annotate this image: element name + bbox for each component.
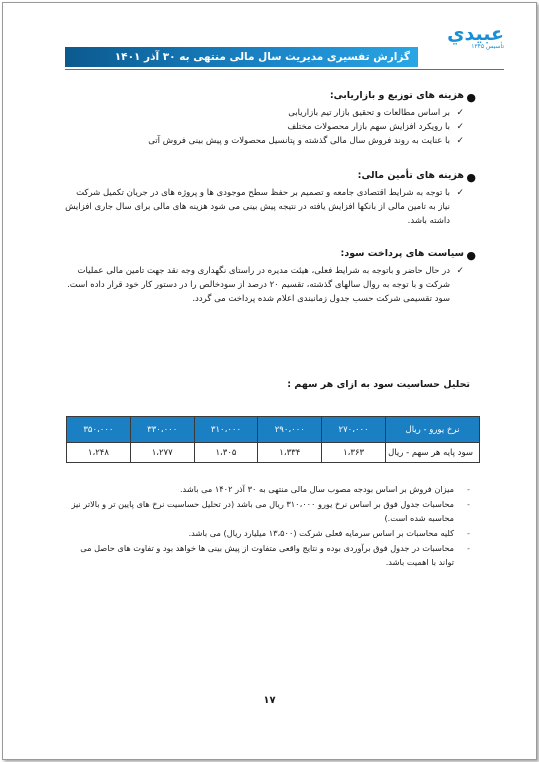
checkmark-icon: ✓ xyxy=(456,136,464,146)
table-header-cell: ۲۹۰،۰۰۰ xyxy=(258,417,322,443)
table-row-label: سود پایه هر سهم - ریال xyxy=(385,443,479,463)
note-item: - میزان فروش بر اساس بودجه مصوب سال مالی منتهی به ۳۰ آذر ۱۴۰۲ می باشد. xyxy=(179,484,470,494)
section-title: هزینه های تأمین مالی: xyxy=(357,170,464,181)
title-underline xyxy=(65,69,504,70)
table-cell: ۱،۳۳۴ xyxy=(258,443,322,463)
report-title: گزارش تفسیری مدیریت سال مالی منتهی به ۳۰ آذر ۱۴۰۱ xyxy=(114,51,410,63)
table-cell: ۱،۲۴۸ xyxy=(67,443,131,463)
list-item: ✓ با توجه به شرایط اقتصادی جامعه و تصمیم بر حفظ سطح موجودی ها و پروژه های در جریان تکمیل شرکت نیاز به تامین مالی از بانکها افزایش یافته در نتیجه پیش بینی می شود هزینه های مالی برای سال جاری افزایش داشته باشد. xyxy=(65,188,464,226)
note-item: - محاسبات در جدول فوق برآوردی بوده و نتایج واقعی متفاوت از پیش بینی ها خواهد بود و تفاوت های حاصل می تواند با اهمیت باشد. xyxy=(80,543,470,567)
table-header-row xyxy=(67,417,480,443)
note-item: - محاسبات جدول فوق بر اساس نرخ یورو ۳۱۰،۰۰۰ ریال می باشد (در تحلیل حساسیت نرخ های پایین تر و بالاتر نیز محاسبه شده است.) xyxy=(71,499,470,523)
checkmark-icon: ✓ xyxy=(456,188,464,198)
sensitivity-table xyxy=(66,416,480,463)
section-title: هزینه های توزیع و بازاریابی: xyxy=(329,90,464,101)
logo-text: عبيدي xyxy=(447,23,504,45)
company-logo xyxy=(438,23,504,63)
table-row xyxy=(67,443,480,463)
section-dividend-policy xyxy=(64,247,476,306)
section-title: سیاست های پرداخت سود: xyxy=(340,248,464,259)
dash-icon: - xyxy=(467,528,470,538)
list-item: ✓ با رویکرد افزایش سهم بازار محصولات مختلف xyxy=(287,122,464,132)
list-item: ✓ با عنایت به روند فروش سال مالی گذشته و پتانسیل محصولات و پیش بینی فروش آتی xyxy=(148,136,464,146)
table-header-cell: ۳۱۰،۰۰۰ xyxy=(194,417,258,443)
table-cell: ۱،۲۷۷ xyxy=(130,443,194,463)
dash-icon: - xyxy=(467,484,470,494)
bullet-icon: ● xyxy=(466,91,476,104)
table-header-cell: نرخ یورو - ریال xyxy=(385,417,479,443)
logo-subtitle: تأسیس ۱۳۴۵ xyxy=(471,43,504,50)
report-title-bar xyxy=(65,47,418,67)
table-cell: ۱،۳۶۳ xyxy=(322,443,386,463)
checkmark-icon: ✓ xyxy=(456,266,464,276)
dash-icon: - xyxy=(467,543,470,553)
checkmark-icon: ✓ xyxy=(456,108,464,118)
table-cell: ۱،۳۰۵ xyxy=(194,443,258,463)
bullet-icon: ● xyxy=(466,171,476,184)
table-header-cell: ۳۳۰،۰۰۰ xyxy=(130,417,194,443)
bullet-icon: ● xyxy=(466,249,476,262)
table-header-cell: ۲۷۰،۰۰۰ xyxy=(322,417,386,443)
document-page xyxy=(2,2,537,760)
notes-list xyxy=(70,482,470,570)
checkmark-icon: ✓ xyxy=(456,122,464,132)
list-item: ✓ بر اساس مطالعات و تحقیق بازار تیم بازاریابی xyxy=(288,108,464,118)
note-item: - کلیه محاسبات بر اساس سرمایه فعلی شرکت (۱۳،۵۰۰ میلیارد ریال) می باشد. xyxy=(188,528,470,538)
page-number: ۱۷ xyxy=(263,695,276,706)
sensitivity-title: تحلیل حساسیت سود به ازای هر سهم : xyxy=(287,379,470,390)
table-header-cell: ۳۵۰،۰۰۰ xyxy=(67,417,131,443)
dash-icon: - xyxy=(467,499,470,509)
section-distribution-costs xyxy=(64,89,476,148)
section-financing-costs xyxy=(64,169,476,228)
list-item: ✓ در حال حاضر و باتوجه به شرایط فعلی، هیئت مدیره در راستای نگهداری وجه نقد جهت تامین مالی عملیات شرکت و با توجه به روال سالهای گذشته، تقسیم ۲۰ درصد از سودخالص را در دستور کار خود قرار داده است. سود تقسیمی شرکت حسب جدول زمانبندی اعلام شده پرداخت می گردد. xyxy=(67,266,464,304)
